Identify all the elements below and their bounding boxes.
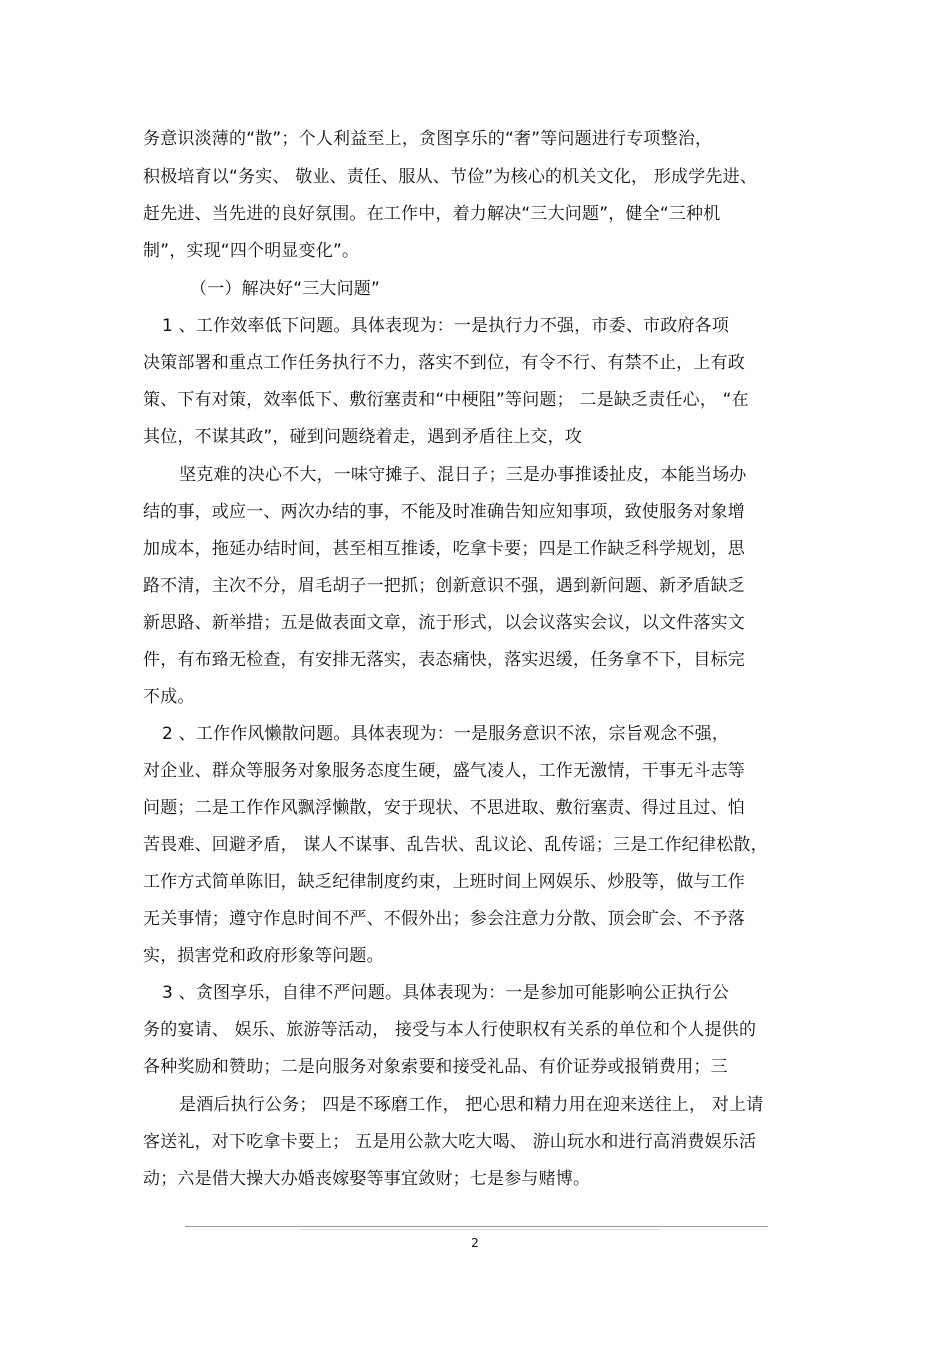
text-line: 苦畏难、回避矛盾， 谋人不谋事、乱告状、乱议论、乱传谣；三是工作纪律松散， — [143, 835, 768, 855]
text-line: 加成本，拖延办结时间，甚至相互推诿，吃拿卡要；四是工作缺乏科学规划，思 — [143, 539, 745, 559]
footer-divider — [185, 1226, 768, 1227]
item-heading-line: 3 、贪图享乐，自律不严问题。具体表现为：一是参加可能影响公正执行公 — [162, 983, 730, 1003]
text-line: 实，损害党和政府形象等问题。 — [143, 946, 384, 966]
text-line: 制”，实现“四个明显变化”。 — [143, 241, 360, 261]
item-heading-line: 2 、工作作风懒散问题。具体表现为：一是服务意识不浓，宗旨观念不强， — [162, 724, 730, 744]
text-line: 各种奖励和赞助；二是向服务对象索要和接受礼品、有价证券或报销费用；三 — [143, 1057, 728, 1077]
text-line: 不成。 — [143, 687, 195, 707]
text-line: 务的宴请、 娱乐、旅游等活动， 接受与本人行使职权有关系的单位和个人提供的 — [143, 1020, 757, 1040]
text-line: 件，有布臵无检查，有安排无落实，表态痛快，落实迟缓，任务拿不下，目标完 — [143, 650, 745, 670]
text-line: 新思路、新举措；五是做表面文章，流于形式，以会议落实会议，以文件落实文 — [143, 613, 745, 633]
text-line: 坚克难的决心不大，一味守摊子、混日子；三是办事推诿扯皮，本能当场办 — [179, 465, 747, 485]
text-line: 对企业、群众等服务对象服务态度生硬，盛气凌人，工作无激情，干事无斗志等 — [143, 761, 745, 781]
text-line: 决策部署和重点工作任务执行不力，落实不到位，有令不行、有禁不止，上有政 — [143, 353, 745, 373]
text-line: 是酒后执行公务； 四是不琢磨工作， 把心思和精力用在迎来送往上， 对上请 — [179, 1095, 764, 1115]
page-number: 2 — [471, 1236, 479, 1250]
text-line: 动；六是借大操大办婚丧嫁娶等事宜敛财；七是参与赌博。 — [143, 1169, 591, 1189]
text-line: 结的事，或应一、两次办结的事，不能及时准确告知应知事项，致使服务对象增 — [143, 502, 745, 522]
text-line: 工作方式简单陈旧，缺乏纪律制度约束，上班时间上网娱乐、炒股等，做与工作 — [143, 872, 745, 892]
text-line: 其位，不谋其政”，碰到问题绕着走，遇到矛盾往上交，攻 — [143, 427, 583, 447]
footer-divider-shadow — [300, 1229, 660, 1230]
text-line: 无关事情；遵守作息时间不严、不假外出；参会注意力分散、顶会旷会、不予落 — [143, 909, 745, 929]
text-line: 问题；二是工作作风飘浮懒散，安于现状、不思进取、敷衍塞责、得过且过、怕 — [143, 798, 745, 818]
item-heading-line: 1 、工作效率低下问题。具体表现为：一是执行力不强，市委、市政府各项 — [162, 316, 730, 336]
text-line: 积极培育以“务实、 敬业、责任、服从、节俭”为核心的机关文化， 形成学先进、 — [143, 167, 758, 187]
text-line: 赶先进、当先进的良好氛围。在工作中，着力解决“三大问题”，健全“三种机 — [143, 204, 721, 224]
section-heading: （一）解决好“三大问题” — [190, 279, 381, 299]
text-line: 客送礼，对下吃拿卡要上； 五是用公款大吃大喝、 游山玩水和进行高消费娱乐活 — [143, 1132, 757, 1152]
text-line: 务意识淡薄的“散”；个人利益至上，贪图享乐的“奢”等问题进行专项整治， — [143, 129, 713, 149]
text-line: 策、下有对策，效率低下、敷衍塞责和“中梗阻”等问题； 二是缺乏责任心， “在 — [143, 390, 749, 410]
text-line: 路不清，主次不分，眉毛胡子一把抓；创新意识不强，遇到新问题、新矛盾缺乏 — [143, 576, 745, 596]
